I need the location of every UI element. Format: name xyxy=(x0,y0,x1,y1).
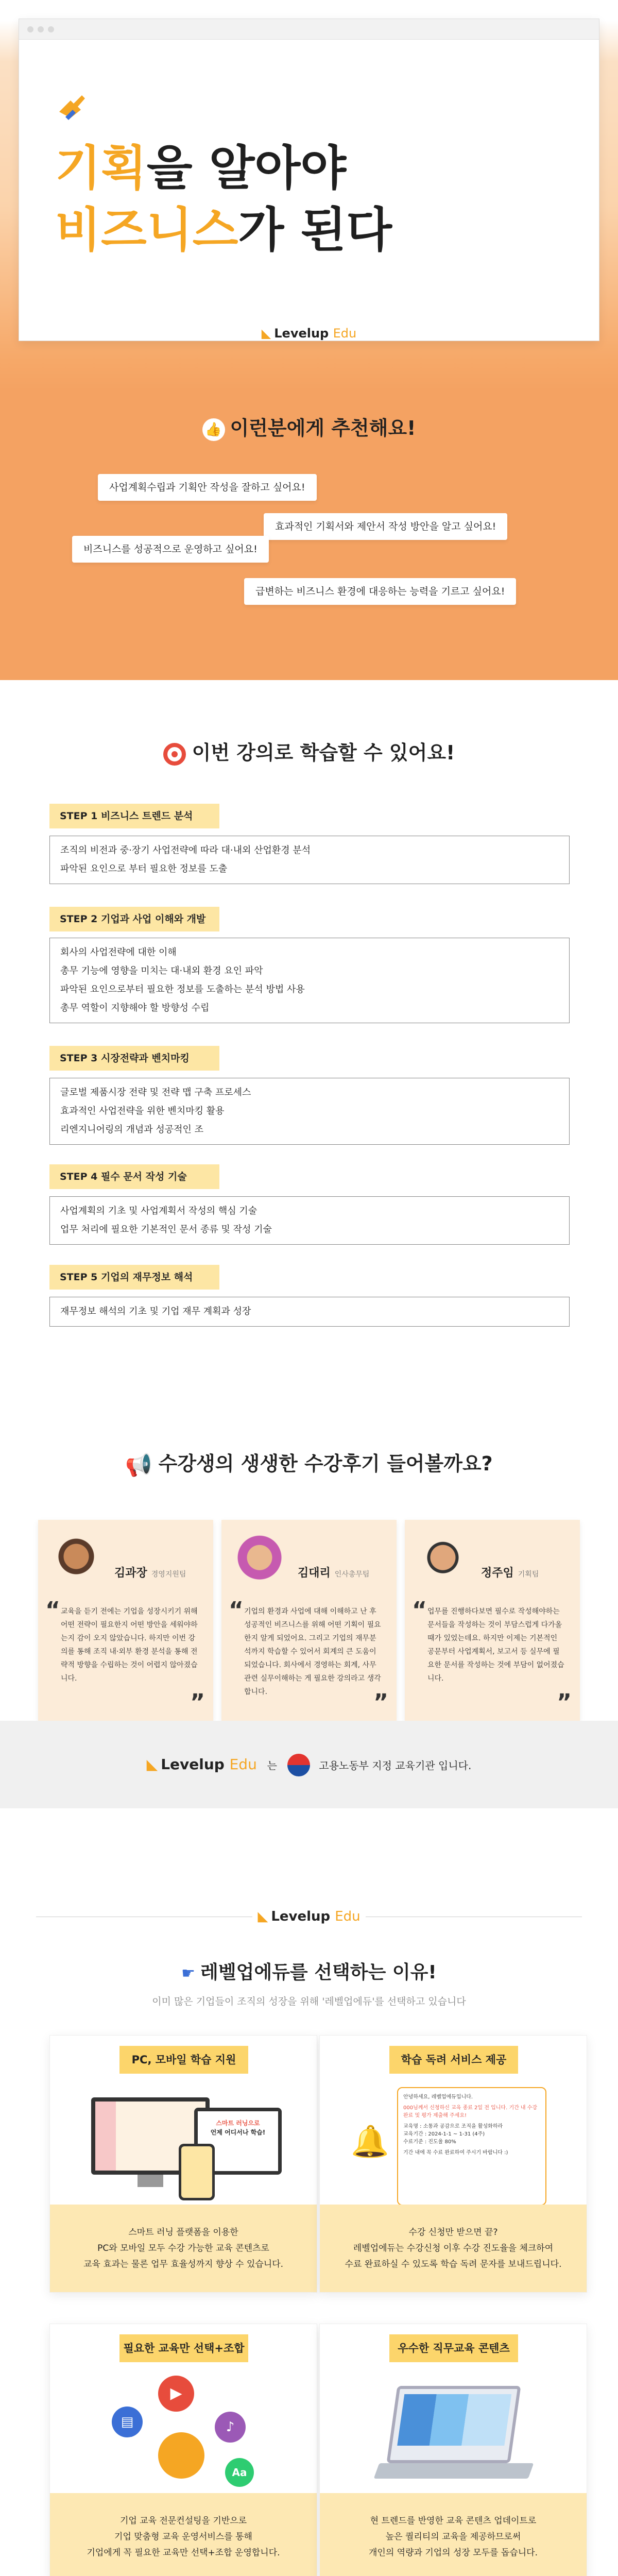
ministry-emblem-icon xyxy=(287,1754,310,1776)
review-text: 기업의 환경과 사업에 대해 이해하고 난 후 성공적인 비즈니스를 위해 어떤 기획이 필요한지 알게 되었어요. 그리고 기업의 재무분석까지 학습할 수 있어서 회계의 큰 도움이 되었습니다. 회사에서 경영하는 회계, 사무 관련 실무이해하는 게 필요한 강의라고 생각합니다. xyxy=(244,1607,381,1696)
step-line: 회사의 사업전략에 대한 이해 xyxy=(60,947,177,958)
reviews-section xyxy=(0,1350,618,1721)
play-icon: ▶ xyxy=(158,2376,194,2412)
recommend-bubble: 급변하는 비즈니스 환경에 대응하는 능력을 기르고 싶어요! xyxy=(244,578,516,605)
step-label: STEP 2 기업과 사업 이해와 개발 xyxy=(49,907,219,931)
reason-card xyxy=(49,2324,317,2576)
levelup-logo: ◣ Levelup Edu xyxy=(261,326,357,341)
sms-illustration xyxy=(351,2087,557,2206)
step-content xyxy=(49,836,570,884)
devices-illustration xyxy=(81,2087,287,2206)
browser-titlebar xyxy=(19,19,599,40)
step-label: STEP 5 기업의 재무정보 해석 xyxy=(49,1265,219,1290)
recommend-section xyxy=(0,392,618,680)
step-label: STEP 1 비즈니스 트렌드 분석 xyxy=(49,804,219,828)
step-content xyxy=(49,1196,570,1245)
window-dot-icon xyxy=(48,26,54,32)
avatar xyxy=(232,1535,287,1591)
window-dot-icon xyxy=(27,26,33,32)
reason-tag: 우수한 직무교육 콘텐츠 xyxy=(389,2334,518,2362)
pointing-hand-icon: ☛ xyxy=(181,1964,196,1982)
reason-card xyxy=(319,2324,587,2576)
document-icon: ▤ xyxy=(112,2406,143,2437)
recommend-heading: 👍 이런분에게 추천해요! xyxy=(0,412,618,441)
hero-title: 기획을 알아야 비즈니스가 된다 xyxy=(55,141,392,258)
reason-tag: 학습 독려 서비스 제공 xyxy=(389,2046,518,2074)
step-content xyxy=(49,1297,570,1327)
review-text: 업무를 진행하다보면 필수로 작성해야하는 문서들을 작성하는 것이 부담스럽게 다가올 때가 있었는데요. 하지만 이제는 기본적인 공문부터 사업계획서, 보고서 등 실무에 필요한 문서를 작성하는 것에 부담이 없어졌습니다. xyxy=(427,1607,564,1683)
why-section xyxy=(0,1808,618,2576)
sms-message: 안녕하세요, 레벨업에듀입니다. 000님께서 신청하신 교육 종료 2일 전 입니다. 기간 내 수강 완료 및 평가 제출해 주세요! 교육명 : 소통과 공감으로 조직을 활성화하라 교육기간 : 2024-1-1 ~ 1-31 (4주) 수료기준 : 진도율 80% 기간 내에 꼭 수료 완료하여 주시기 바랍니다 :) xyxy=(397,2087,546,2206)
megaphone-icon: 📢 xyxy=(125,1452,152,1478)
hero-section xyxy=(0,0,618,392)
levelup-logo-icon: ◣ xyxy=(258,1909,268,1924)
levelup-logo-icon: ◣ xyxy=(261,326,271,341)
step-content xyxy=(49,1078,570,1145)
step-line: 조직의 비전과 중·장기 사업전략에 따라 대·내외 산업환경 분석 xyxy=(60,845,311,856)
avatar xyxy=(48,1535,104,1591)
close-quote-icon: ” xyxy=(557,1689,572,1716)
reason-text: 기업 교육 전문컨설팅을 기반으로 기업 맞춤형 교육 운영서비스를 통해 기업에게 꼭 필요한 교육만 선택+조합 운영합니다. xyxy=(50,2493,317,2576)
reviews-heading: 📢 수강생의 생생한 수강후기 들어볼까요? xyxy=(125,1452,493,1478)
step-line: 파악된 요인으로부터 필요한 정보를 도출하는 분석 방법 사용 xyxy=(60,984,305,995)
open-quote-icon: “ xyxy=(412,1597,427,1623)
reviewer-name: 정주임 기획팀 xyxy=(481,1567,539,1580)
reason-card xyxy=(49,2035,317,2293)
reason-text: 수강 신청만 받으면 끝? 레벨업에듀는 수강신청 이후 수강 진도율을 체크하여 수료 완료하실 수 있도록 학습 독려 문자를 보내드립니다. xyxy=(320,2205,587,2292)
open-quote-icon: “ xyxy=(229,1597,244,1623)
step-label: STEP 4 필수 문서 작성 기술 xyxy=(49,1164,219,1189)
step-line: 사업계획의 기초 및 사업계획서 작성의 핵심 기술 xyxy=(60,1206,258,1216)
levelup-logo-icon: ◣ xyxy=(146,1756,158,1773)
bell-icon: 🔔 xyxy=(351,2124,389,2160)
reason-tag: PC, 모바일 학습 지원 xyxy=(119,2046,248,2074)
reviewer-name: 김대리 인사총무팀 xyxy=(298,1567,370,1580)
step-line: 리엔지니어링의 개념과 성공적인 조 xyxy=(60,1124,203,1135)
recommend-bubble: 비즈니스를 성공적으로 운영하고 싶어요! xyxy=(72,536,269,563)
content-icons-illustration xyxy=(81,2376,287,2494)
pointing-hand-icon xyxy=(55,91,91,122)
review-card xyxy=(221,1520,397,1721)
font-icon: Aa xyxy=(225,2458,254,2487)
levelup-logo: ◣ Levelup Edu xyxy=(252,1906,366,1927)
tablet-icon: 스마트 러닝으로 언제 어디서나 학습! xyxy=(194,2108,282,2175)
step-label: STEP 3 시장전략과 벤치마킹 xyxy=(49,1046,219,1071)
reason-text: 현 트렌드를 반영한 교육 콘텐츠 업데이트로 높은 퀄리티의 교육을 제공하므로써 개인의 역량과 기업의 성장 모두를 돕습니다. xyxy=(320,2493,587,2576)
close-quote-icon: ” xyxy=(190,1689,205,1716)
step-line: 업무 처리에 필요한 기본적인 문서 종류 및 작성 기술 xyxy=(60,1224,272,1235)
step-line: 글로벌 제품시장 전략 및 전략 맵 구축 프로세스 xyxy=(60,1087,251,1098)
laptop-icon xyxy=(386,2386,521,2463)
review-text: 교육을 듣기 전에는 기업을 성장시키기 위해 어떤 전략이 필요한지 어떤 방안을 세워야하는지 감이 오지 않았습니다. 하지만 이번 강의를 통해 조직 내·외부 환경 분석을 통해 전략적 방향을 수립하는 것이 어렵지 않아졌습니다. xyxy=(61,1607,198,1683)
why-subheading: 이미 많은 기업들이 조직의 성장을 위해 '레벨업에듀'를 선택하고 있습니다 xyxy=(152,1996,466,2007)
step-line: 총무 기능에 영향을 미치는 대·내외 환경 요인 파악 xyxy=(60,965,263,976)
step-line: 총무 역할이 지향해야 할 방향성 수립 xyxy=(60,1003,210,1013)
review-card xyxy=(38,1520,213,1721)
center-circle-icon xyxy=(158,2432,204,2479)
music-icon: ♪ xyxy=(215,2412,246,2443)
reason-card xyxy=(319,2035,587,2293)
reviewer-name: 김과장 경영지원팀 xyxy=(114,1567,186,1580)
open-quote-icon: “ xyxy=(45,1597,60,1623)
browser-frame xyxy=(19,19,599,341)
step-content xyxy=(49,938,570,1023)
recommend-bubble: 효과적인 기획서와 제안서 작성 방안을 알고 싶어요! xyxy=(264,513,507,540)
certification-line: ◣ Levelup Edu 는 고용노동부 지정 교육기관 입니다. xyxy=(0,1752,618,1778)
steps-heading: 이번 강의로 학습할 수 있어요! xyxy=(0,737,618,766)
target-icon xyxy=(163,743,186,766)
step-line: 재무정보 해석의 기초 및 기업 재무 계획과 성장 xyxy=(60,1306,251,1317)
recommend-bubble: 사업계획수립과 기획안 작성을 잘하고 싶어요! xyxy=(98,474,317,501)
review-card xyxy=(405,1520,580,1721)
window-dot-icon xyxy=(38,26,44,32)
steps-section xyxy=(0,680,618,1350)
laptop-illustration xyxy=(351,2376,557,2494)
phone-icon xyxy=(179,2144,215,2200)
thumbs-up-icon: 👍 xyxy=(202,418,225,441)
reason-tag: 필요한 교육만 선택+조합 xyxy=(119,2334,248,2362)
certification-banner xyxy=(0,1721,618,1808)
close-quote-icon: ” xyxy=(373,1689,388,1716)
step-line: 효과적인 사업전략을 위한 벤치마킹 활용 xyxy=(60,1106,225,1116)
reason-text: 스마트 러닝 플랫폼을 이용한 PC와 모바일 모두 수강 가능한 교육 콘텐츠로 교육 효과는 물론 업무 효율성까지 향상 수 있습니다. xyxy=(50,2205,317,2292)
avatar xyxy=(415,1535,471,1591)
step-line: 파악된 요인으로 부터 필요한 정보를 도출 xyxy=(60,863,228,874)
why-heading: ☛ 레벨업에듀를 선택하는 이유! xyxy=(181,1962,437,1983)
